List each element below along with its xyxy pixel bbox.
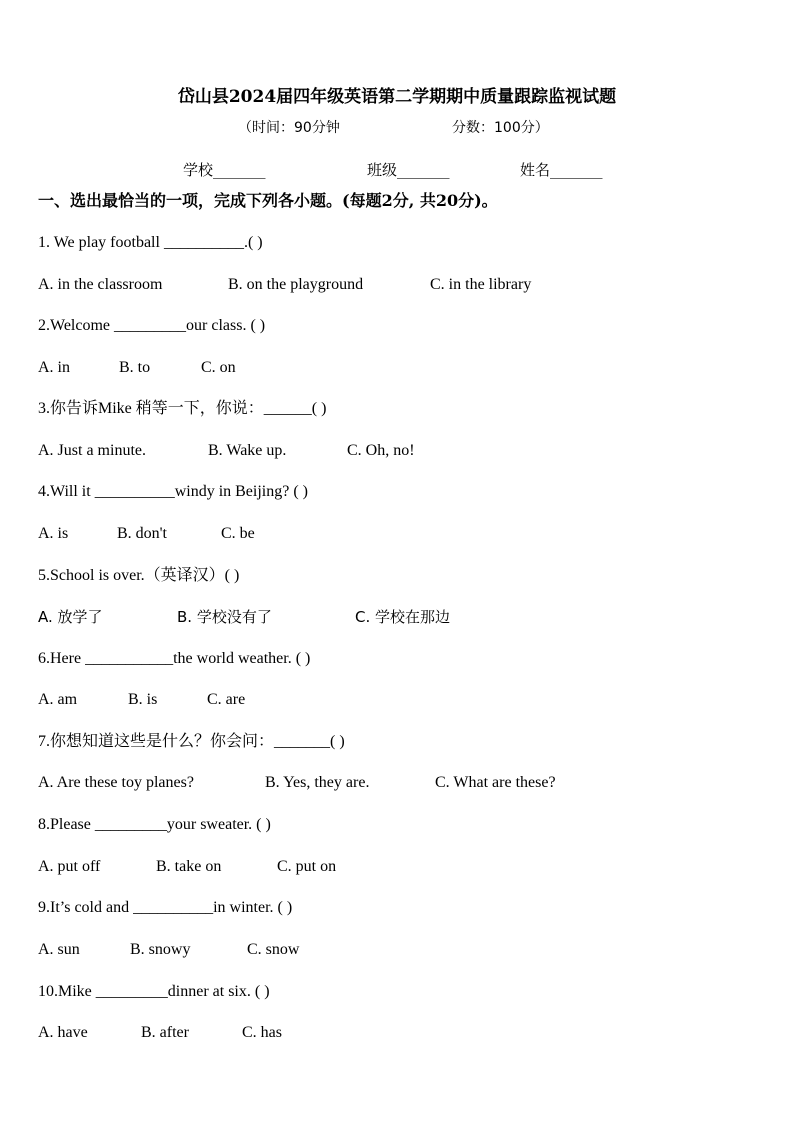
option-b: B. 学校没有了 bbox=[177, 608, 272, 626]
section-heading: 一、选出最恰当的一项，完成下列各小题。(每题2分, 共20分)。 bbox=[38, 191, 498, 210]
question-stem: 2.Welcome _________our class. ( ) bbox=[38, 317, 266, 334]
question-stem: 10.Mike _________dinner at six. ( ) bbox=[38, 983, 270, 1000]
option-b: B. is bbox=[128, 691, 158, 708]
question-stem: 1. We play football __________.( ) bbox=[38, 234, 263, 251]
option-a: A. Just a minute. bbox=[38, 442, 146, 459]
question-stem: 9.It’s cold and __________in winter. ( ) bbox=[38, 899, 293, 916]
option-c: C. in the library bbox=[430, 276, 532, 293]
page-title: 岱山县2024届四年级英语第二学期期中质量跟踪监视试题 bbox=[177, 87, 617, 107]
question-stem: 7.你想知道这些是什么？你会问：_______( ) bbox=[38, 733, 345, 750]
option-a: A. have bbox=[38, 1024, 88, 1041]
option-c: C. has bbox=[242, 1024, 282, 1041]
class-field: 班级_______ bbox=[367, 161, 450, 179]
option-a: A. 放学了 bbox=[38, 608, 103, 626]
option-c: C. be bbox=[221, 525, 255, 542]
option-c: C. 学校在那边 bbox=[355, 608, 451, 626]
exam-score: 分数：100分） bbox=[452, 120, 549, 136]
option-b: B. don't bbox=[117, 525, 167, 542]
exam-time: （时间：90分钟 bbox=[238, 120, 340, 136]
option-a: A. am bbox=[38, 691, 78, 708]
option-b: B. on the playground bbox=[228, 276, 364, 293]
option-c: C. snow bbox=[247, 941, 300, 958]
option-a: A. Are these toy planes? bbox=[38, 774, 194, 791]
option-c: C. put on bbox=[277, 858, 337, 875]
question-stem: 4.Will it __________windy in Beijing? ( ) bbox=[38, 483, 308, 500]
option-a: A. in the classroom bbox=[38, 276, 163, 293]
question-stem: 5.School is over.（英译汉）( ) bbox=[38, 567, 240, 584]
option-a: A. put off bbox=[38, 858, 101, 875]
question-stem: 8.Please _________your sweater. ( ) bbox=[38, 816, 271, 833]
question-stem: 3.你告诉Mike 稍等一下，你说：______( ) bbox=[38, 400, 327, 417]
option-b: B. after bbox=[141, 1024, 189, 1041]
name-field: 姓名_______ bbox=[520, 161, 603, 179]
option-c: C. on bbox=[201, 359, 236, 376]
option-c: C. Oh, no! bbox=[347, 442, 415, 459]
option-b: B. take on bbox=[156, 858, 222, 875]
option-b: B. Yes, they are. bbox=[265, 774, 370, 791]
option-b: B. snowy bbox=[130, 941, 191, 958]
option-b: B. Wake up. bbox=[208, 442, 287, 459]
option-a: A. is bbox=[38, 525, 69, 542]
question-stem: 6.Here ___________the world weather. ( ) bbox=[38, 650, 311, 667]
option-c: C. are bbox=[207, 691, 246, 708]
option-c: C. What are these? bbox=[435, 774, 556, 791]
school-field: 学校_______ bbox=[183, 161, 266, 179]
option-a: A. in bbox=[38, 359, 70, 376]
option-a: A. sun bbox=[38, 941, 80, 958]
option-b: B. to bbox=[119, 359, 151, 376]
